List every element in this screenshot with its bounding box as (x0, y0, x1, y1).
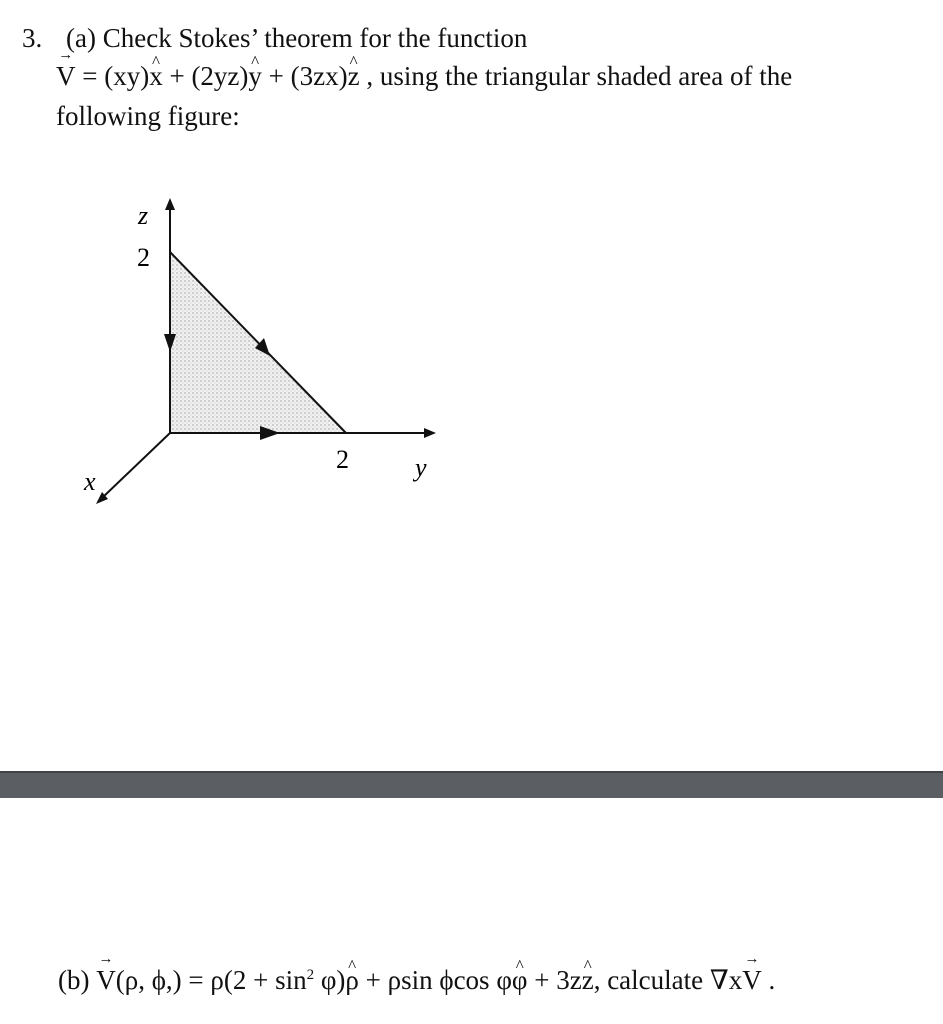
y-axis-arrowhead (424, 428, 436, 438)
unit-phi-hat: ^ φ (512, 966, 528, 996)
part-a-line3: following figure: (56, 101, 240, 131)
formula-end: . (761, 965, 776, 995)
unit-x-hat: ^ x (149, 62, 163, 92)
exponent: 2 (306, 967, 315, 983)
formula-segment: = (xy) (75, 61, 150, 91)
unit-z-hat: ^ z (582, 966, 594, 996)
formula-segment: (ρ, ϕ,) = ρ(2 + sin (115, 965, 307, 995)
triangle-figure (60, 180, 480, 520)
problem-header (22, 24, 527, 54)
vector-v-symbol: → V (56, 62, 76, 92)
z-tick-label: 2 (137, 243, 150, 272)
unit-z-hat: ^ z (348, 62, 360, 92)
unit-y-hat: ^ y (248, 62, 262, 92)
y-tick-label: 2 (336, 445, 349, 474)
formula-segment: + ρsin ϕcos φ (358, 965, 512, 995)
formula-segment: + (2yz) (162, 61, 249, 91)
formula-segment: + 3z (527, 965, 582, 995)
problem-number: 3. (22, 23, 43, 53)
z-axis-label: z (138, 201, 149, 230)
page-divider (0, 771, 943, 798)
part-a-label: (a) Check Stokes’ theorem for the function (66, 23, 528, 53)
formula-segment: + (3zx) (261, 61, 348, 91)
part-b-formula (58, 966, 775, 996)
z-axis-arrowhead (165, 198, 175, 210)
part-b-label: (b) (58, 965, 97, 995)
unit-rho-hat: ^ ρ (345, 966, 358, 996)
formula-segment: , calculate ∇x (593, 965, 743, 995)
vector-v-symbol: → V (742, 966, 762, 996)
formula-tail: , using the triangular shaded area of the (359, 61, 793, 91)
vector-v-symbol: → V (96, 966, 116, 996)
part-a-formula (56, 62, 792, 92)
x-axis-line (102, 433, 170, 498)
formula-segment: φ) (314, 965, 346, 995)
x-axis-label: x (84, 467, 96, 496)
y-axis-label: y (415, 453, 427, 482)
